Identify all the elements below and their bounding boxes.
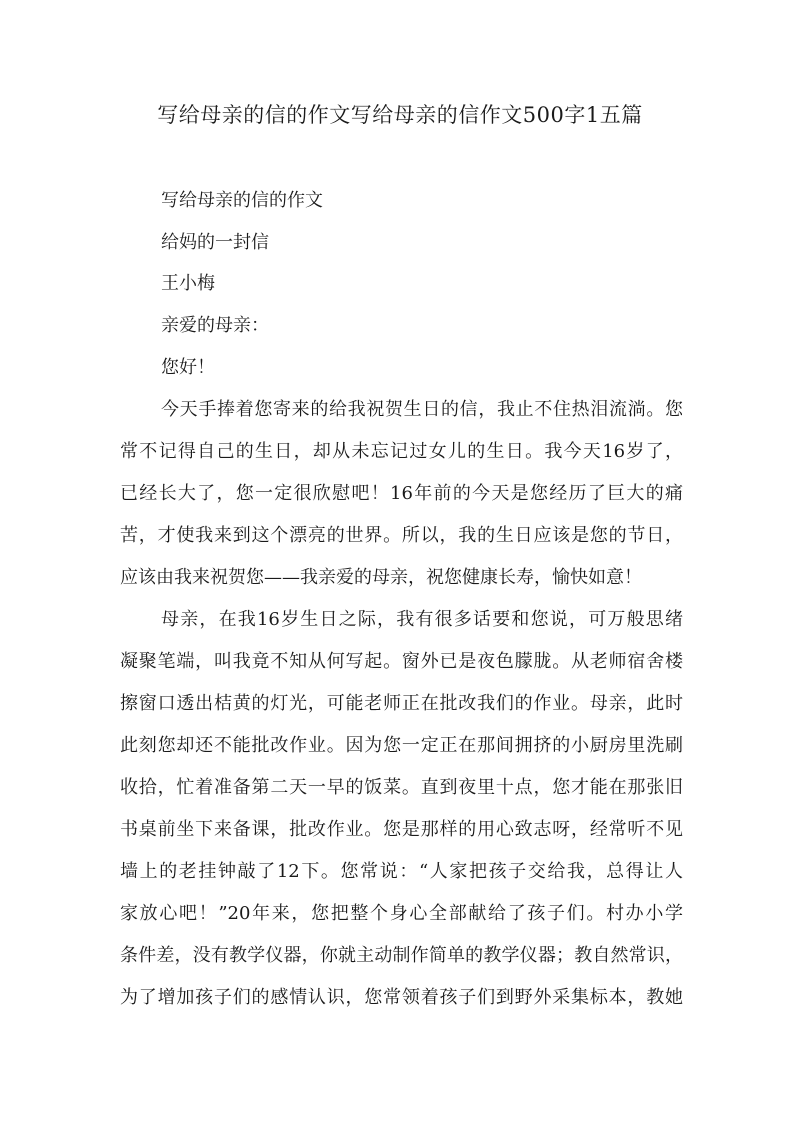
greeting: 您好！ — [161, 357, 215, 378]
paragraph-2-line: 为了增加孩子们的感情认识，您常领着孩子们到野外采集标本，教她 — [120, 987, 683, 1008]
paragraph-1-line: 应该由我来祝贺您——我亲爱的母亲，祝您健康长寿，愉快如意！ — [120, 567, 642, 588]
paragraph-2-line: 母亲，在我16岁生日之际，我有很多话要和您说，可万般思绪 — [161, 609, 683, 630]
letter-title: 给妈的一封信 — [161, 232, 269, 253]
paragraph-2-line: 条件差，没有教学仪器，你就主动制作简单的教学仪器；教自然常识， — [120, 945, 683, 966]
paragraph-1-line: 常不记得自己的生日，却从未忘记过女儿的生日。我今天16岁了， — [120, 441, 683, 462]
paragraph-2-line: 此刻您却还不能批改作业。因为您一定正在那间拥挤的小厨房里洗刷 — [120, 735, 683, 756]
paragraph-1-line: 苦，才使我来到这个漂亮的世界。所以，我的生日应该是您的节日， — [120, 525, 683, 546]
paragraph-2-line: 凝聚笔端，叫我竟不知从何写起。窗外已是夜色朦胧。从老师宿舍楼 — [120, 651, 683, 672]
paragraph-1-line: 已经长大了，您一定很欣慰吧！16年前的今天是您经历了巨大的痛 — [120, 483, 683, 504]
essay-title: 写给母亲的信的作文 — [161, 190, 323, 211]
paragraph-1-line: 今天手捧着您寄来的给我祝贺生日的信，我止不住热泪流淌。您 — [161, 399, 683, 420]
paragraph-2-line: 擦窗口透出桔黄的灯光，可能老师正在批改我们的作业。母亲，此时 — [120, 693, 683, 714]
paragraph-2-line: 墙上的老挂钟敲了12下。您常说：“人家把孩子交给我，总得让人 — [120, 861, 683, 882]
paragraph-2-line: 收拾，忙着准备第二天一早的饭菜。直到夜里十点，您才能在那张旧 — [120, 777, 683, 798]
author-name: 王小梅 — [161, 273, 215, 294]
paragraph-2-line: 家放心吧！”20年来，您把整个身心全部献给了孩子们。村办小学 — [120, 903, 683, 924]
document-title: 写给母亲的信的作文写给母亲的信作文500字1五篇 — [157, 103, 643, 127]
salutation: 亲爱的母亲： — [161, 315, 269, 336]
paragraph-2-line: 书桌前坐下来备课，批改作业。您是那样的用心致志呀，经常听不见 — [120, 819, 683, 840]
